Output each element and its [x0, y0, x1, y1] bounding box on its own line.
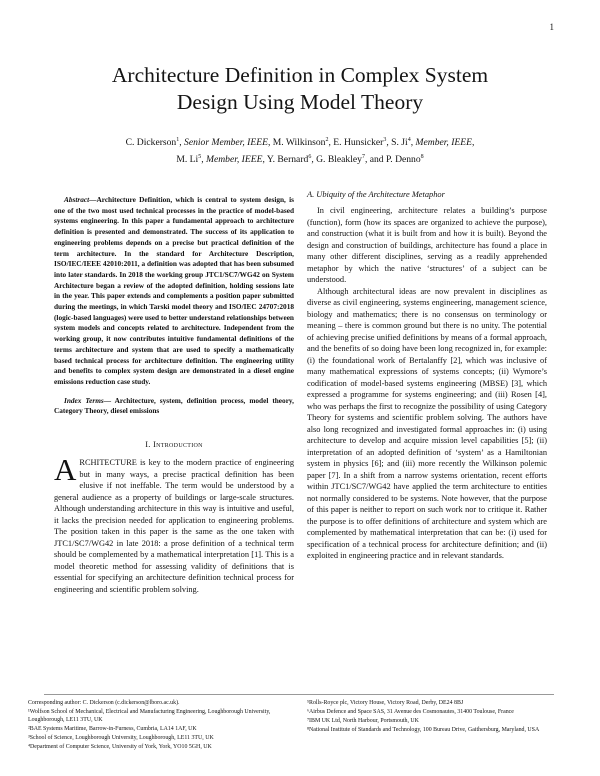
- author-separator: ,: [386, 137, 392, 149]
- author-separator: ,: [179, 137, 185, 149]
- author-affiliation-number: 1: [176, 137, 180, 143]
- footnotes-left: [28, 699, 293, 752]
- footnote: ⁴Department of Computer Science, University of York, York, YO10 5GH, UK: [28, 744, 212, 751]
- right-column: [307, 190, 547, 562]
- author-affiliation-number: 2: [325, 137, 329, 143]
- author-affiliation-title: Member, IEEE: [415, 137, 472, 149]
- author-line-2: [70, 150, 530, 167]
- author-name: C. Dickerson: [125, 137, 177, 149]
- abstract-label: Abstract: [64, 195, 90, 204]
- author-line-1: [70, 133, 530, 150]
- author-name: M. Li: [176, 154, 199, 166]
- footnote: ²BAE Systems Maritime, Barrow-in-Furness, Cumbria, LA14 1AF, UK: [28, 726, 197, 733]
- drop-cap: A: [54, 452, 77, 488]
- author-separator: , and: [364, 154, 386, 166]
- author-name: M. Wilkinson: [272, 137, 326, 149]
- title-line-1: Architecture Definition in Complex System: [111, 63, 489, 87]
- introduction-text: RCHITECTURE is key to the modern practice of engineering but in many ways, a precise practical definition has been elusive if not ineffable. The term would be understood by a general audience as a property of buildings or large-scale structures. Although understanding architecture in this way is intuitive and useful, it lacks the precision needed for application to engineering problems. The position taken in this paper is the same as the one taken with JTC1/SC7/WG42 in late 2018: a prose definition of a technical term should be complemented by a mathematical interpretation [1]. This is a model theoretic method for assessing validity of definitions that is essential for specifying an architecture definition technical process for engineering and scientific problem solving.: [54, 458, 294, 594]
- footnote: ⁵Rolls-Royce plc, Victory House, Victory Road, Derby, DE24 8BJ: [307, 700, 464, 706]
- page-number: 1: [549, 22, 554, 32]
- footnote-divider: [44, 694, 554, 695]
- author-affiliation-number: 4: [407, 137, 411, 143]
- footnote: ⁶Airbus Defence and Space SAS, 31 Avenue des Cosmonautes, 31400 Toulouse, France: [307, 708, 514, 715]
- author-separator: ,: [201, 154, 206, 166]
- left-column: [54, 195, 294, 595]
- index-terms-text: — Architecture, system, definition process, model theory, Category Theory, diesel emissions: [54, 395, 294, 416]
- abstract: [54, 195, 294, 388]
- section-a-paragraph-1: In civil engineering, architecture relates a building’s purpose (function), form (how its spaces are organized to achieve the purpose), and construction (what it is built from and how it is built). Beyond the design and construction of buildings, architecture has found a place in many other different disciplines, serving as a readily apprehended metaphor by which the native ‘structures’ of a subject can be understood.: [307, 206, 547, 284]
- author-affiliation-number: 6: [308, 154, 312, 161]
- introduction-heading: I. Introduction: [145, 440, 203, 450]
- author-name: E. Hunsicker: [333, 137, 384, 149]
- author-separator: ,: [311, 154, 317, 166]
- author-affiliation-number: 7: [361, 154, 365, 161]
- title-line-2: Design Using Model Theory: [176, 90, 424, 114]
- section-a-paragraph-2: Although architectural ideas are now prevalent in disciplines as diverse as civil engineering, systems engineering, management science, biology and mathematics; there is no consensus on terminology or meaning – there is common ground but there is no unity. The potential of achieving precise unified definitions by means of a formal approach, and the benefits of so doing have been long recognized in, for example: (i) the foundational work of Bertalanffy [2], which was inclusive of many mathematical expressions of systems concepts; (ii) Wymore’s codification of model-based systems engineering (MBSE) [3], which expressed a programme for systems engineering; and (iii) Rosen [4], who was perhaps the first to recognize the possibility of using Category Theory for systems and scientific problem solving. The authors have also long recognized and investigated formal approaches in: (i) using architecture to develop and acquire mission level capabilities [5]; (ii) interpretation of an adopted definition of ‘system’ as a Hamiltonian system in physics [6]; and (iii) more recently the Wilkinson polemic paper [7]. In a shift from a narrow systems orientation, recent efforts within JTC1/SC7/WG42 have applied the term architecture to entities not normally considered to be systems. Note however, that the purpose of this paper is neither to report on such work nor to critique it. Rather the purpose is to offer definitions of architecture and system which are complemented by mathematical interpretation that can be: (i) used for specification of a technical process for architecture definition; and (ii) exploited in engineering practice and in relevant standards.: [307, 286, 547, 560]
- introduction-paragraph: [54, 452, 294, 595]
- index-terms: [54, 396, 294, 417]
- footnotes-right: [307, 699, 557, 735]
- author-affiliation-number: 5: [198, 154, 202, 161]
- author-separator: ,: [267, 137, 273, 149]
- author-name: Y. Bernard: [266, 154, 309, 166]
- author-affiliation-number: 3: [383, 137, 387, 143]
- author-name: S. Ji: [391, 137, 408, 149]
- footnote: ⁸National Institute of Standards and Technology, 100 Bureau Drive, Gaithersburg, Maryland, USA: [307, 726, 540, 733]
- author-affiliation-title: Senior Member, IEEE: [184, 137, 268, 149]
- author-separator: ,: [328, 137, 334, 149]
- author-separator: ,: [410, 137, 416, 149]
- author-name: P. Denno: [386, 154, 421, 166]
- author-affiliation-title: Member, IEEE: [205, 154, 263, 166]
- author-separator: ,: [262, 154, 267, 166]
- footnote: ⁷IBM UK Ltd, North Harbour, Portsmouth, UK: [307, 717, 419, 724]
- footnote: ³School of Science, Loughborough University, Loughborough, LE11 3TU, UK: [28, 735, 214, 742]
- abstract-text: —Architecture Definition, which is central to system design, is one of the two most used technical processes in the practice of model-based systems engineering. In this paper a fundamental approach to architecture definition is presented and demonstrated. The success of its application to engineering problems depends on a precise but practical definition of the term architecture. In the standard for Architecture Description, ISO/IEC/IEEE 42010:2011, a definition was adopted that has been subsumed into later standards. In 2018 the working group JTC1/SC7/WG42 on System Architecture began a review of the adopted definition, holding sessions late in the year. This paper extends and complements a position paper submitted during the meetings, in which Tarski model theory and ISO/IEC 24707:2018 (logic-based languages) were used to better understand relationships between system models and concepts related to architecture. Independent from the working group, it now contributes intuitive fundamental definitions of the terms architecture and system that are used to specify a mathematically based technical process for architecture definition. The engineering utility and benefits to complex system design are demonstrated in a diesel engine emissions reduction case study.: [54, 195, 294, 386]
- footnote: ¹Wolfson School of Mechanical, Electrical and Manufacturing Engineering, Loughborough University, Loughborough, LE11 3TU, UK: [28, 708, 271, 724]
- paper-title: [40, 62, 560, 116]
- index-terms-label: Index Terms: [64, 395, 104, 405]
- author-affiliation-number: 8: [420, 154, 424, 161]
- author-list: [70, 133, 530, 167]
- author-separator: ,: [472, 137, 475, 149]
- footnote: Corresponding author: C. Dickerson (c.dickerson@lboro.ac.uk).: [28, 700, 180, 706]
- subsection-heading: A. Ubiquity of the Architecture Metaphor: [307, 190, 445, 199]
- author-name: G. Bleakley: [316, 154, 362, 166]
